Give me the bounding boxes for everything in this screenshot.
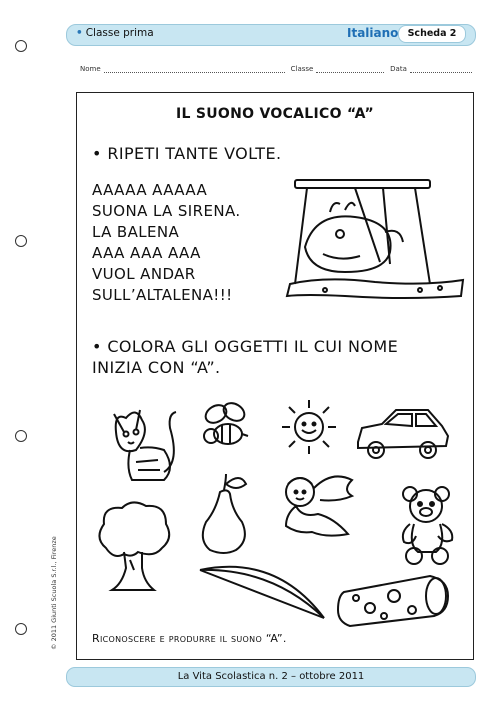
car-icon <box>352 404 452 462</box>
instruction-repeat: • RIPETI TANTE VOLTE. <box>92 144 282 163</box>
sheet-badge: Scheda 2 <box>398 25 466 43</box>
pear-icon <box>196 470 252 556</box>
date-field[interactable]: Data <box>390 64 472 73</box>
class-field[interactable]: Classe <box>291 64 385 73</box>
footer-bar: La Vita Scolastica n. 2 – ottobre 2011 <box>66 667 476 687</box>
worksheet-title: IL SUONO VOCALICO “A” <box>175 106 375 122</box>
student-fields <box>80 64 472 73</box>
cat-icon <box>106 402 186 484</box>
binder-hole <box>15 235 27 247</box>
poem-line: AAA AAA AAA <box>92 244 201 262</box>
binder-hole <box>15 623 27 635</box>
subject-label: Italiano <box>347 26 399 40</box>
bee-icon <box>200 400 250 452</box>
tree-icon <box>92 498 174 598</box>
instruction-color-line1: • COLORA GLI OGGETTI IL CUI NOME <box>92 337 399 356</box>
sun-icon <box>278 396 340 458</box>
instruction-color-line2: INIZIA CON “A”. <box>92 358 221 377</box>
name-field[interactable]: Nome <box>80 64 285 73</box>
binder-hole <box>15 40 27 52</box>
poem-line: AAAAA AAAAA <box>92 181 208 199</box>
angel-icon <box>272 468 358 548</box>
class-label: • Classe prima <box>76 27 154 39</box>
copyright-notice: © 2011 Giunti Scuola S.r.l., Firenze <box>50 536 58 650</box>
poem-line: VUOL ANDAR <box>92 265 196 283</box>
poem-line: SULL’ALTALENA!!! <box>92 286 233 304</box>
bow-icon <box>196 560 330 622</box>
poem <box>92 180 241 306</box>
bullet-icon: • <box>76 27 83 39</box>
whale-on-swing-icon <box>285 172 465 302</box>
learning-objective: Riconoscere e produrre il suono “A”. <box>92 632 287 645</box>
poem-line: SUONA LA SIRENA. <box>92 202 241 220</box>
teddy-bear-icon <box>396 484 460 566</box>
poem-line: LA BALENA <box>92 223 180 241</box>
log-icon <box>334 572 454 628</box>
binder-hole <box>15 430 27 442</box>
